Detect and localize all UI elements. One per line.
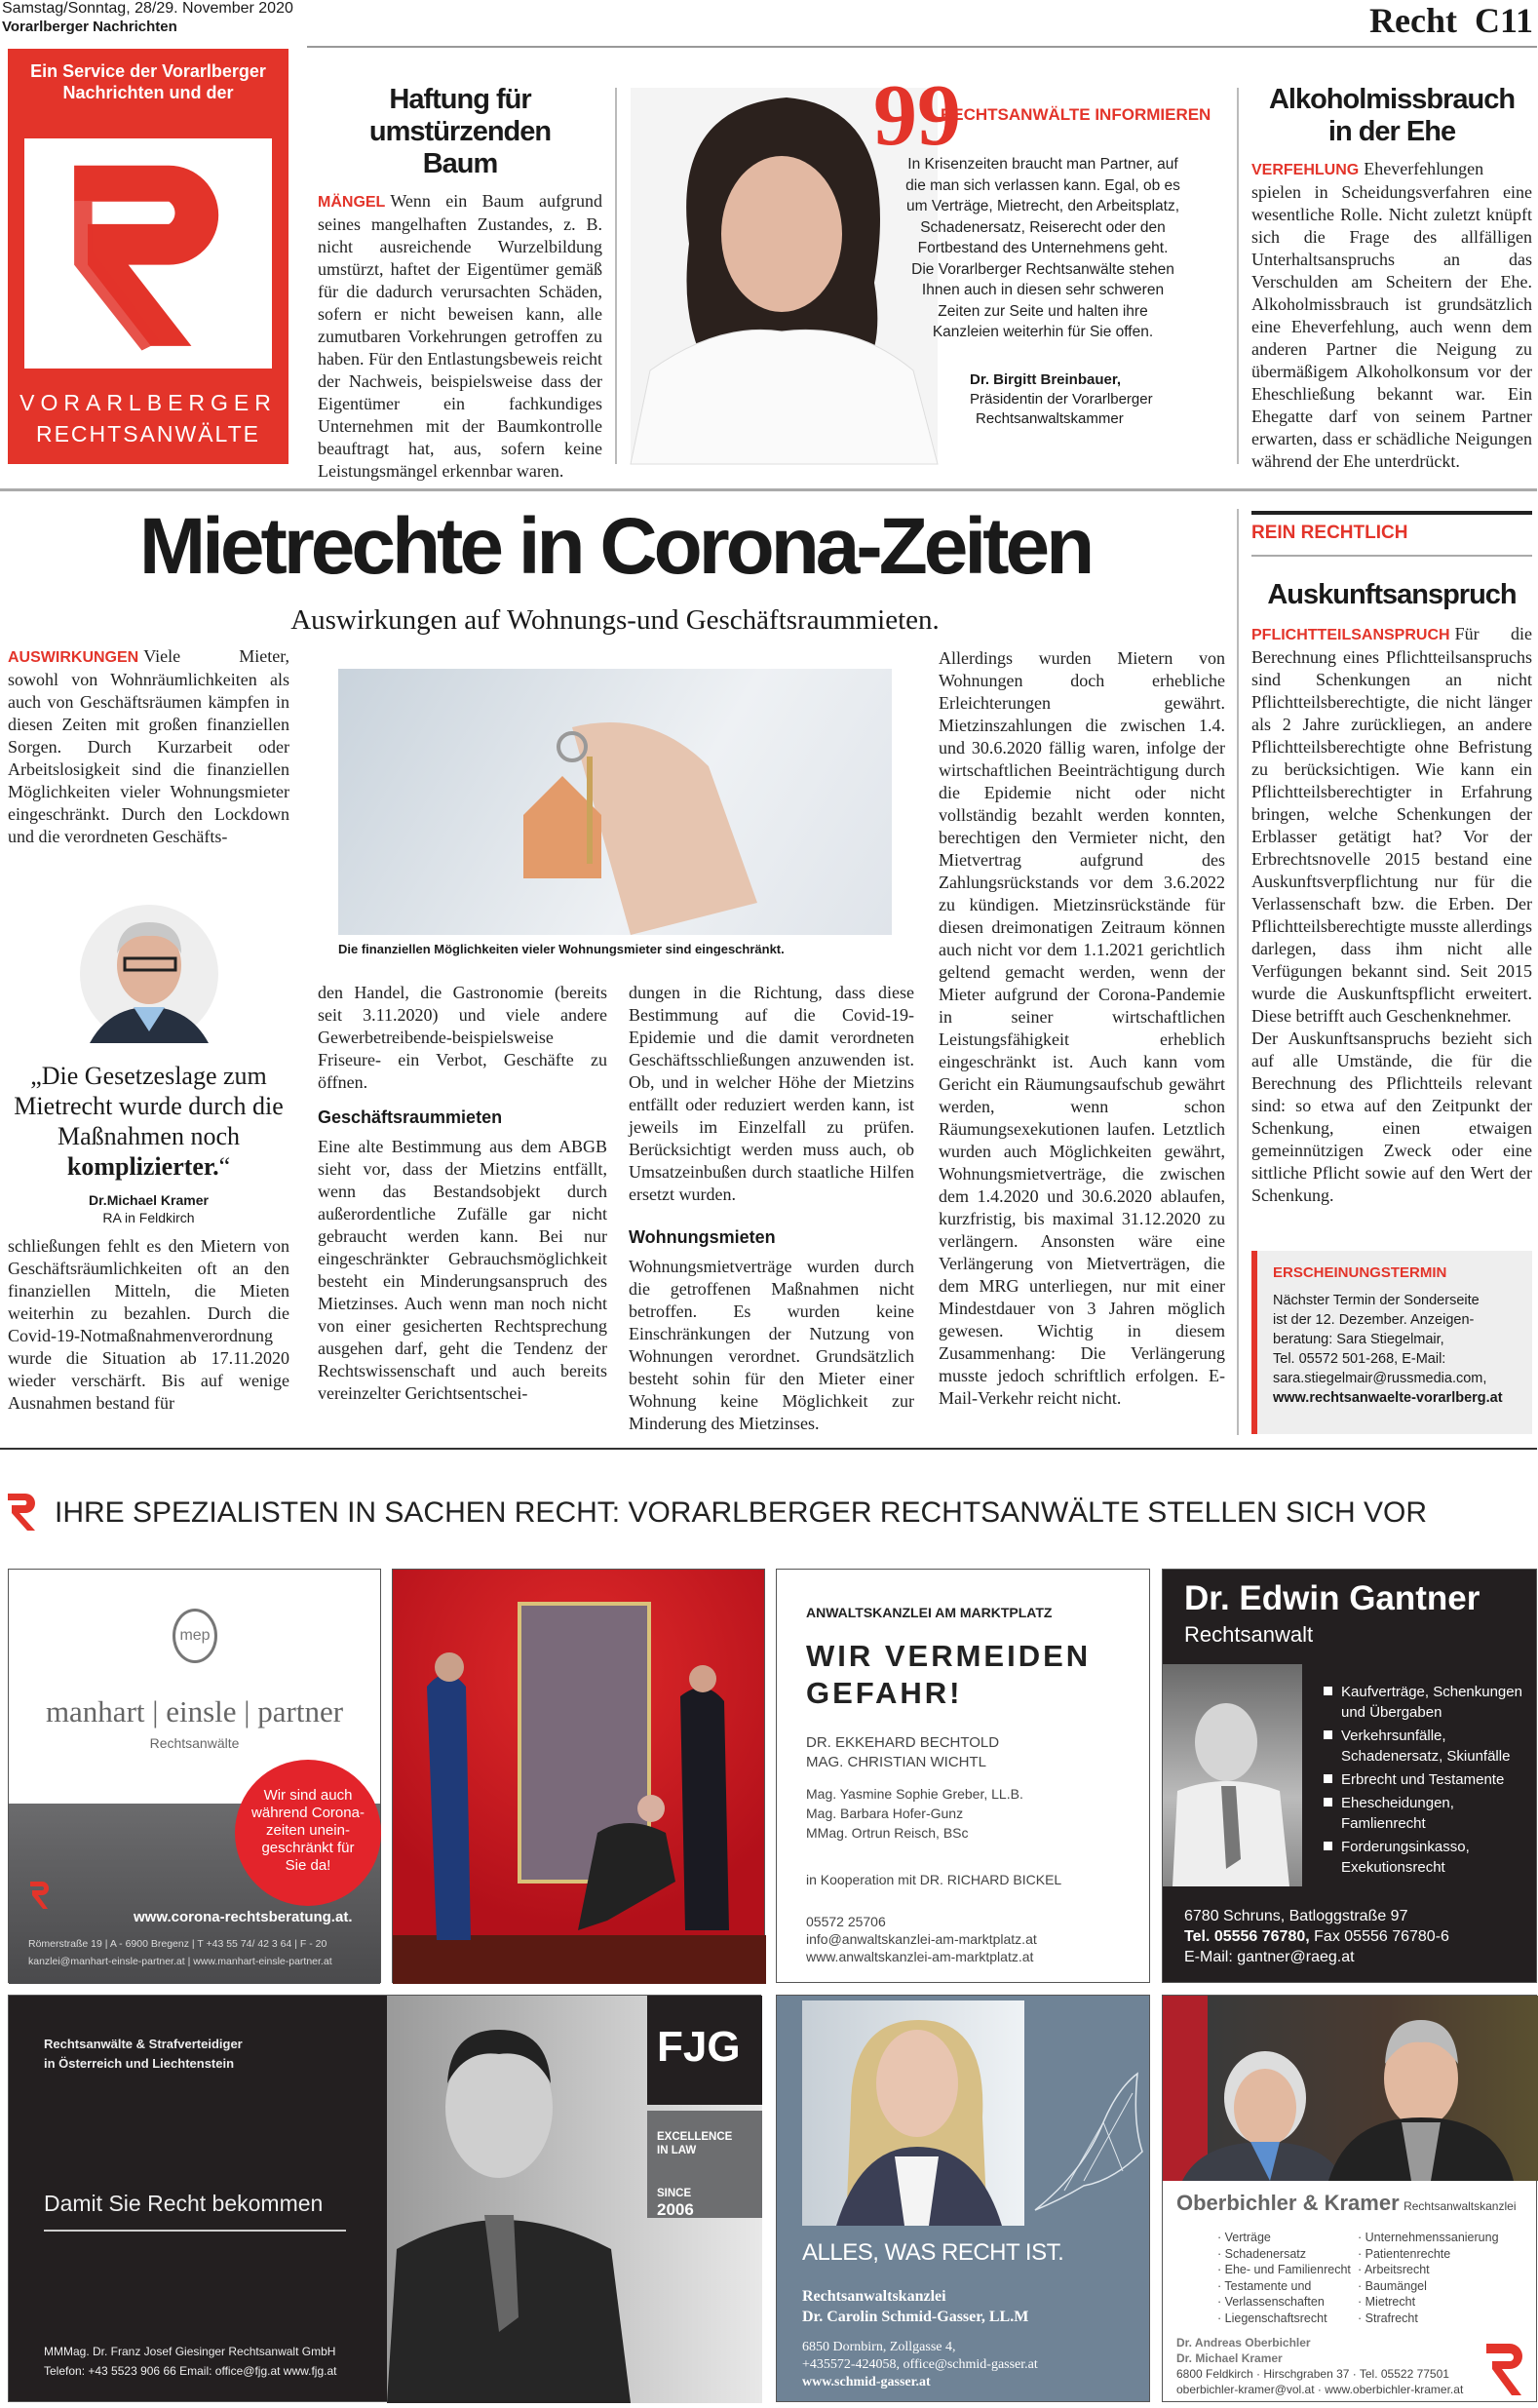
section-name: Recht [1369, 1, 1457, 40]
header-rule [307, 46, 1537, 48]
article-haftung [318, 84, 602, 483]
informieren-text [882, 154, 1204, 343]
article-text: den Handel, die Gastronomie (bereits seit 3.11.2020) und viele andere Gewerbetreibende-beispielsweise Friseure- ein Verbot, Geschäfte zu öffnen. [318, 983, 607, 1092]
svg-text:99: 99 [873, 67, 961, 164]
bubble-line: geschränkt für [261, 1840, 355, 1856]
fjg-logo: FJG [647, 1996, 762, 2105]
partner-name: MAG. CHRISTIAN WICHTL [806, 1754, 987, 1770]
article-text: dungen in die Richtung, dass diese Bestimmung auf die Covid-19-Epidemie und die damit verordneten Geschäftsschließungen anzuwenden ist. Ob, und in welcher Höhe der Mietzins entfällt oder reduziert werden kann, ist jeweils im Einzelfall zu prüfen. Berücksichtigt werden muss auch, ob Umsatzeinbußen durch staatliche Hilfen ersetzt wurden. [629, 983, 914, 1204]
ad-tagline-1: Rechtsanwälte & Strafverteidiger [44, 2037, 243, 2051]
quote-line: Die Vorarlberger Rechtsanwälte stehen [911, 260, 1174, 278]
service-item: · Unternehmenssanierung [1358, 2231, 1499, 2244]
ad-firm: MMMag. Dr. Franz Josef Giesinger Rechtsanwalt GmbH [44, 2345, 336, 2358]
house-keychain-image [338, 669, 892, 935]
column-divider [1237, 509, 1239, 1435]
service-item: Kaufverträge, Schenkungen und Übergaben [1324, 1682, 1522, 1723]
box-line: ist der 12. Dezember. Anzeigen- [1273, 1312, 1475, 1328]
article-text: Allerdings wurden Mietern von Wohnungen doch erhebliche Erleichterungen gewährt. Mietzinszahlungen die zwischen 1.4. und 30.6.2020 fällig waren, infolge der wirtschaftlichen Beeinträchtigung durch die Epidemie nicht oder nicht vollständig bezahlt werden konnten, berechtigen den Vermieter nicht, den Mietvertrag aufgrund des Zahlungsrückstands vor dem 3.6.2022 zu kündigen. Mietzinsrückstände für diesen dreimonatigen Zeitraum können auch nicht vor dem 1.1.2021 gerichtlich geltend gemacht werden, wenn der Mieter aufgrund der Corona-Pandemie in seiner wirtschaftlichen Leistungsfähigkeit erheblich eingeschränkt ist. Auch kann vom Gericht ein Räumungsaufschub gewährt werden, wenn schon Räumungsexekutionen laufen. Letztlich wurden auch Möglichkeiten gewährt, Wohnungsmietverträge, die zwischen dem 1.4.2020 und 30.6.2020 ablaufen, kurzfristig, bis maximal 31.12.2020 zu verlängern. Ansonsten wäre eine Verlängerung von Mietverträgen, die dem MRG unterliegen, nur mit einer Mindestdauer von 3 Jahren möglich gewesen. Wichtig in diesem Zusammenhang: Die Verlängerung musste jedoch schriftlich erfolgen. E-Mail-Verkehr reicht nicht. [939, 648, 1225, 1408]
service-item: · Verträge [1217, 2231, 1271, 2244]
column-divider [1237, 88, 1239, 464]
staff-name: Mag. Barbara Hofer-Gunz [806, 1806, 964, 1821]
firm-name: manhart | einsle | partner [45, 1694, 344, 1728]
ad-services-left [1217, 2230, 1351, 2326]
service-item: · Schadenersatz [1217, 2246, 1307, 2261]
staff-name: MMag. Ortrun Reisch, BSc [806, 1825, 969, 1841]
service-item: · Liegenschaftsrecht [1217, 2311, 1327, 2325]
r-logo-icon [28, 1880, 50, 1913]
quote-line: Schadenersatz, Reiserecht oder den [920, 218, 1166, 236]
service-line1: VORARLBERGER [19, 390, 277, 415]
quote-line: Ihnen auch in diesen sehr schweren [921, 282, 1165, 298]
sidebar-top-rule [1251, 511, 1532, 515]
gantner-photo [1163, 1664, 1302, 1886]
lawyers-photo [393, 1570, 766, 1984]
ad-partner-2: Dr. Michael Kramer [1176, 2351, 1283, 2365]
corona-bubble [235, 1760, 381, 1906]
article-lead: MÄNGEL [318, 194, 386, 211]
ad-schmid-gasser[interactable] [776, 1995, 1150, 2402]
article-text: Der Auskunftsanspruchs bezieht sich auf alle Umstände, die für die Berechnung des Pflichtteils relevant sind: so etwa auf den Zeitpunkt der Schenkung, einen etwaigen gemeinnützigen Zweck oder eine sittliche Pflicht sowie auf den Wert der Schenkung. [1251, 1029, 1532, 1205]
signature [970, 370, 1153, 429]
article-lead: PFLICHTTEILSANSPRUCH [1251, 627, 1450, 643]
portrait-image [80, 905, 218, 1043]
ad-manhart-einsle-partner[interactable] [8, 1569, 381, 1983]
section-rule [0, 1448, 1537, 1450]
service-line2: RECHTSANWÄLTE [35, 421, 261, 447]
bubble-line: Sie da! [285, 1857, 331, 1874]
slogan-rule [44, 2230, 346, 2232]
quote-line: Kanzleien weiterhin für Sie offen. [932, 324, 1154, 340]
ad-tagline-2: in Österreich und Liechtenstein [44, 2056, 235, 2071]
service-item: Erbrecht und Testamente [1324, 1769, 1522, 1790]
ad-title: Rechtsanwalt [1184, 1622, 1314, 1647]
r-logo [24, 138, 272, 369]
photo-caption: Die finanziellen Möglichkeiten vieler Wohnungsmieter sind eingeschränkt. [338, 942, 785, 956]
ad-services-right [1358, 2230, 1499, 2326]
ok-photo [1163, 1996, 1538, 2181]
partner-name: DR. EKKEHARD BECHTOLD [806, 1734, 1000, 1751]
r-logo-icon [6, 1492, 39, 1539]
article-title: Alkoholmissbrauch in der Ehe [1268, 84, 1516, 147]
service-item: Ehescheidungen, Famlienrecht [1324, 1793, 1522, 1834]
ad-slogan: Damit Sie Recht bekommen [44, 2191, 324, 2216]
ad-partner-1: Dr. Andreas Oberbichler [1176, 2336, 1311, 2350]
main-col-3 [629, 982, 914, 1435]
ad-fjg[interactable] [8, 1995, 761, 2402]
subheading: Geschäftsraummieten [318, 1107, 503, 1127]
article-text: Eine alte Bestimmung aus dem ABGB sieht vor, dass der Mietzins entfällt, wenn das Bestandsobjekt durch außerordentliche Zufälle gar nicht gebraucht werden kann. Bei nur eingeschränkter Gebrauchsmöglichkeit besteht ein Minderungsanspruch des Mietzinses. Auch wenn man noch nicht von einer gesicherten Rechtsprechung ausgehen darf, geht die Tendenz der Rechtswissenschaft und auch bereits vereinzelter Gerichtsentschei- [318, 1137, 607, 1403]
fjg-excellence: EXCELLENCE IN LAW SINCE 2006 [647, 2111, 762, 2218]
article-title: Haftung für umstürzenden Baum [368, 84, 552, 179]
article-text: Wenn ein Baum aufgrund seines mangelhaften Zustandes, z. B. nicht ausreichende Wurzelbildung umstürzt, haftet der Eigentümer gemäß für die dadurch verursachten Schäden, sofern er nicht beweisen kann, alle zumutbaren Vorkehrungen getroffen zu haben. Für den Entlastungsbeweis reicht der Nachweis, beispielsweise dass der Eigentümer ein fachkundiges Unternehmen mit der Baumkontrolle beauftragt hat, aus, sofern keine Leistungsmängel erkennbar waren. [318, 191, 602, 481]
ad-contact: kanzlei@manhart-einsle-partner.at | www.manhart-einsle-partner.at [28, 1956, 332, 1967]
ad-header: Oberbichler & Kramer Rechtsanwaltskanzlei [1176, 2191, 1517, 2215]
service-item: · Arbeitsrecht [1358, 2263, 1430, 2276]
article-text: Für die Berechnung eines Pflichtteilsanspruchs sind Schenkungen an nicht Pflichtteilsberechtigte, die nicht länger als 2 Jahre zurückliegen, an andere Pflichtteilsberechtigte ohne Befristung zu berücksichtigen. Wie kann ein Pflichtteilsberechtigter in Erfahrung bringen, welche Schenkungen der Erblasser getätigt hat? Vor der Erbrechtsnovelle 2015 bestand eine Auskunftsverpflichtung nur für die Verlassenschaft bzw. die Erben. Der Pflichtteilsberechtigte musste allerdings darlegen, dass ihm nicht alle Verfügungen bekannt sind. Seit 2015 wurde die Auskunftspflicht erweitert. Diese betrifft auch Geschenknehmer. [1251, 624, 1532, 1026]
ad-web[interactable]: www.anwaltskanzlei-am-marktplatz.at [806, 1949, 1034, 1964]
ad-anwaltskanzlei-marktplatz[interactable] [776, 1569, 1150, 1983]
bubble-line: zeiten unein- [266, 1822, 350, 1839]
ad-address: 6850 Dornbirn, Zollgasse 4, [802, 2340, 956, 2354]
ad-address: Römerstraße 19 | A - 6900 Bregenz | T +43 55 74/ 42 3 64 | F - 20 [28, 1938, 327, 1950]
sidebar-title: Auskunftsanspruch [1267, 579, 1517, 610]
firm-subtitle: Rechtsanwälte [149, 1735, 240, 1751]
service-item: Forderungsinkasso, Exekutionsrecht [1324, 1837, 1522, 1878]
ad-web[interactable]: www.schmid-gasser.at [802, 2375, 931, 2389]
sidebar-kicker: REIN RECHTLICH [1251, 523, 1408, 543]
box-link[interactable]: www.rechtsanwaelte-vorarlberg.at [1273, 1390, 1503, 1406]
quote-name: Dr.Michael Kramer [89, 1192, 209, 1208]
ad-kicker: ANWALTSKANZLEI AM MARKTPLATZ [806, 1605, 1053, 1620]
article-text: schließungen fehlt es den Mietern von Geschäftsräumlichkeiten oft an den finanziellen Mitteln, die Mieten weiterhin zu bezahlen. Durch die Covid-19-Notmaßnahmenverordnung wurde die Situation ab 17.11.2020 wieder verschärft. Bis auf wenige Ausnahmen bestand für [8, 1236, 289, 1413]
service-item: · Mietrecht [1358, 2295, 1416, 2309]
bullet-square-icon [1324, 1774, 1332, 1783]
ad-url[interactable]: www.corona-rechtsberatung.at. [134, 1909, 353, 1925]
ad-photo-lawyers [392, 1569, 765, 1983]
kramer-portrait [80, 905, 218, 1043]
service-item: · Testamente und [1217, 2278, 1312, 2293]
bullet-square-icon [1324, 1798, 1332, 1806]
ad-firm-1: Rechtsanwaltskanzlei [802, 2288, 946, 2305]
ad-services [1324, 1682, 1522, 1881]
box-line: Tel. 05572 501-268, E-Mail: [1273, 1351, 1446, 1367]
bubble-line: Wir sind auch [263, 1787, 353, 1804]
signature-name: Dr. Birgitt Breinbauer, [970, 371, 1122, 388]
r-logo-icon [1484, 2342, 1527, 2400]
article-lead: VERFEHLUNG [1251, 162, 1360, 178]
sidebar-article [1251, 579, 1532, 1207]
box-line: Nächster Termin der Sonderseite [1273, 1293, 1480, 1308]
service-box [8, 49, 288, 464]
ad-email[interactable]: E-Mail: gantner@raeg.at [1184, 1949, 1355, 1965]
subheading: Wohnungsmieten [629, 1227, 776, 1247]
issue-date: Samstag/Sonntag, 28/29. November 2020 [2, 0, 293, 17]
quote-role: RA in Feldkirch [102, 1210, 195, 1225]
pull-quote-text: „Die Gesetzeslage zum Mietrecht wurde durch die Maßnahmen noch [14, 1062, 284, 1150]
ad-gantner[interactable] [1162, 1569, 1537, 1983]
service-item: · Ehe- und Familienrecht [1217, 2263, 1351, 2276]
service-item: · Patientenrechte [1358, 2246, 1451, 2261]
keys-photo [338, 669, 892, 935]
box-title: ERSCHEINUNGSTERMIN [1273, 1264, 1447, 1281]
sidebar-rule [1251, 555, 1532, 557]
page-number: C11 [1474, 1, 1533, 40]
page-section [1369, 0, 1533, 41]
mep-logo: mep [173, 1609, 217, 1663]
newspaper-name: Vorarlberger Nachrichten [2, 19, 177, 35]
ad-title: WIR VERMEIDEN GEFAHR! [806, 1639, 1092, 1710]
quote-line: um Verträge, Mietrecht, den Arbeitsplatz, [906, 198, 1179, 214]
service-item: · Verlassenschaften [1217, 2295, 1325, 2309]
staff-name: Mag. Yasmine Sophie Greber, LL.B. [806, 1786, 1023, 1802]
ad-contact[interactable]: oberbichler-kramer@vol.at · www.oberbichler-kramer.at [1176, 2383, 1464, 2396]
ad-slogan: ALLES, WAS RECHT IST. [802, 2239, 1064, 2266]
section-rule [0, 488, 1537, 491]
ad-oberbichler-kramer[interactable] [1162, 1995, 1537, 2402]
quote-line: Fortbestand des Unternehmens geht. [917, 240, 1169, 256]
main-headline: Mietrechte in Corona-Zeiten [138, 502, 1092, 591]
specialists-banner: IHRE SPEZIALISTEN IN SACHEN RECHT: VORARLBERGER RECHTSANWÄLTE STELLEN SICH VOR [55, 1496, 1428, 1529]
ad-email[interactable]: info@anwaltskanzlei-am-marktplatz.at [806, 1931, 1037, 1947]
schmid-photo [802, 2000, 1024, 2226]
box-line: beratung: Sara Stiegelmair, [1273, 1332, 1444, 1347]
ad-staff [806, 1784, 1149, 1843]
pull-quote [8, 1061, 289, 1182]
article-lead: AUSWIRKUNGEN [8, 649, 139, 666]
ad-phone: 05572 25706 [806, 1914, 886, 1929]
signature-role-1: Präsidentin der Vorarlberger [970, 391, 1153, 408]
signature-role-2: Rechtsanwaltskammer [976, 410, 1124, 427]
ad-address: 6780 Schruns, Batloggstraße 97 [1184, 1908, 1408, 1924]
quote-line: Zeiten zur Seite und halten ihre [938, 302, 1148, 320]
ad-contact[interactable]: Telefon: +43 5523 906 66 Email: office@fjg.at www.fjg.at [44, 2364, 337, 2378]
service-item: Verkehrsunfälle, Schadenersatz, Skiunfälle [1324, 1726, 1522, 1767]
main-col-1b [8, 1235, 289, 1415]
quote-icon [873, 67, 961, 164]
ad-contact[interactable]: +435572-424058, office@schmid-gasser.at [802, 2357, 1038, 2372]
article-text: Eheverfehlungen spielen in Scheidungsverfahren eine wesentliche Rolle. Nicht zuletzt knüpft sich die Frage des allfälligen Unterhaltsanspruchs an das Verschulden am Scheitern der Ehe. Alkoholmissbrauch ist grundsätzlich eine Eheverfehlung, auch wenn dem anderen Partner die Neigung zu übermäßigem Alkoholkonsum vor der Eheschließung bekannt war. Ein Ehegatte darf von seinem Partner erwarten, dass er schädliche Neigungen während der Ehe unterdrückt. [1251, 159, 1532, 471]
article-text: Wohnungsmietverträge wurden durch die getroffenen Maßnahmen nicht betroffen. Es wurden keine Einschränkungen der Nutzung von Wohnungen verordnet. Grundsätzlich besteht sohin für den Mieter einer Wohnung keine Möglichkeit zur Minderung des Mietzinses. [629, 1257, 914, 1433]
eagle-icon [1025, 2064, 1147, 2220]
ad-name: Dr. Edwin Gantner [1184, 1579, 1480, 1617]
pull-quote-close: “ [218, 1152, 231, 1181]
service-item: · Baumängel [1358, 2278, 1427, 2293]
informieren-label: RECHTSANWÄLTE INFORMIEREN [941, 105, 1211, 124]
bullet-square-icon [1324, 1842, 1332, 1850]
bubble-line: während Corona- [251, 1805, 365, 1821]
box-line: sara.stiegelmair@russmedia.com, [1273, 1371, 1487, 1386]
service-item: · Strafrecht [1358, 2311, 1418, 2325]
main-col-2 [318, 982, 607, 1405]
quote-line: die man sich verlassen kann. Egal, ob es [905, 176, 1180, 194]
quote-line: In Krisenzeiten braucht man Partner, auf [907, 156, 1178, 173]
bullet-square-icon [1324, 1730, 1332, 1739]
ad-cooperation: in Kooperation mit DR. RICHARD BICKEL [806, 1872, 1062, 1887]
service-intro: Ein Service der Vorarlberger Nachrichten und der [30, 61, 266, 102]
ad-partners [806, 1733, 1149, 1772]
main-col-4 [939, 647, 1225, 1410]
r-logo-icon [24, 138, 272, 369]
article-text: Viele Mieter, sowohl von Wohnräumlichkeiten als auch von Geschäftsräumen kämpfen in diesen Zeiten mit großen finanziellen Sorgen. Durch Kurzarbeit oder Arbeitslosigkeit sind die finanziellen Möglichkeiten vieler Wohnungsmieter eingeschränkt. Durch den Lockdown und die verordneten Geschäfts- [8, 646, 289, 846]
column-divider [615, 88, 617, 464]
main-col-1 [8, 645, 289, 848]
pull-quote-emphasis: komplizierter. [66, 1152, 219, 1181]
ad-firm-2: Dr. Carolin Schmid-Gasser, LL.M [802, 2309, 1029, 2325]
bullet-square-icon [1324, 1687, 1332, 1695]
main-subtitle: Auswirkungen auf Wohnungs-und Geschäftsraummieten. [290, 604, 940, 636]
quote-attribution [8, 1191, 289, 1226]
article-alkohol [1251, 84, 1532, 473]
ad-address: 6800 Feldkirch · Hirschgraben 37 · Tel. 05522 77501 [1176, 2367, 1449, 2381]
erscheinungstermin-box [1251, 1251, 1532, 1434]
box-text [1273, 1291, 1522, 1388]
ad-phone: Tel. 05556 76780, Fax 05556 76780-6 [1184, 1928, 1449, 1945]
